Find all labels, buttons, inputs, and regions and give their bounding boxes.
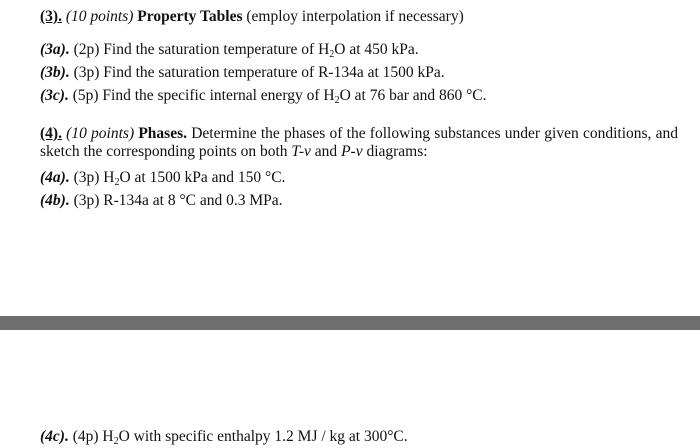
problem-4a-text: $H_2O$ at 1500 kPa and 150 °C. <box>103 169 286 188</box>
problem-4c-points: (4p) <box>72 428 99 445</box>
problem-3c-points: (5p) <box>72 87 99 104</box>
problem-4-intro: Determine the phases of the following substances under given conditions, and sketch the corresponding points on both T-v and P-v diagrams: <box>40 125 679 160</box>
problem-3c <box>40 87 487 105</box>
tv-diagram-label: T-v <box>291 143 311 160</box>
problem-3-title-note: (employ interpolation if necessary) <box>246 8 464 25</box>
problem-3b-text: Find the saturation temperature of R-134a at 1500 kPa. <box>103 64 445 81</box>
problem-3-title: Property Tables <box>137 8 243 25</box>
problem-3-number: (3). <box>40 8 62 25</box>
problem-4a-label: (4a). <box>40 169 70 186</box>
problem-4a <box>40 169 285 187</box>
problem-4b-text: R-134a at 8 °C and 0.3 MPa. <box>103 192 283 209</box>
problem-3a-label: (3a). <box>40 41 70 58</box>
problem-4-points: (10 points) <box>66 125 135 142</box>
problem-4b <box>40 192 283 210</box>
problem-4-number: (4). <box>40 125 62 142</box>
problem-3b <box>40 64 445 82</box>
problem-4b-label: (4b). <box>40 192 70 209</box>
problem-3a <box>40 41 419 59</box>
problem-3b-label: (3b). <box>40 64 70 81</box>
problem-3b-points: (3p) <box>73 64 100 81</box>
page-divider <box>0 316 700 330</box>
problem-3-heading <box>40 8 464 26</box>
problem-4b-points: (3p) <box>73 192 100 209</box>
problem-3a-text: Find the saturation temperature of $H_2O$ at 450 kPa. <box>103 41 419 60</box>
problem-3c-label: (3c). <box>40 87 69 104</box>
problem-4c-text: $H_2O$ with specific enthalpy 1.2 MJ / kg at 300°C. <box>102 428 408 447</box>
problem-3c-text: Find the specific internal energy of $H_2O$ at 76 bar and 860 °C. <box>102 87 487 106</box>
problem-4-title: Phases. <box>138 125 187 142</box>
problem-3a-points: (2p) <box>73 41 100 58</box>
problem-4a-points: (3p) <box>73 169 100 186</box>
problem-3-points: (10 points) <box>65 8 134 25</box>
pv-diagram-label: P-v <box>341 143 363 160</box>
problem-4c-label: (4c). <box>40 428 69 445</box>
problem-4c <box>40 428 408 446</box>
problem-4-heading <box>40 125 678 161</box>
